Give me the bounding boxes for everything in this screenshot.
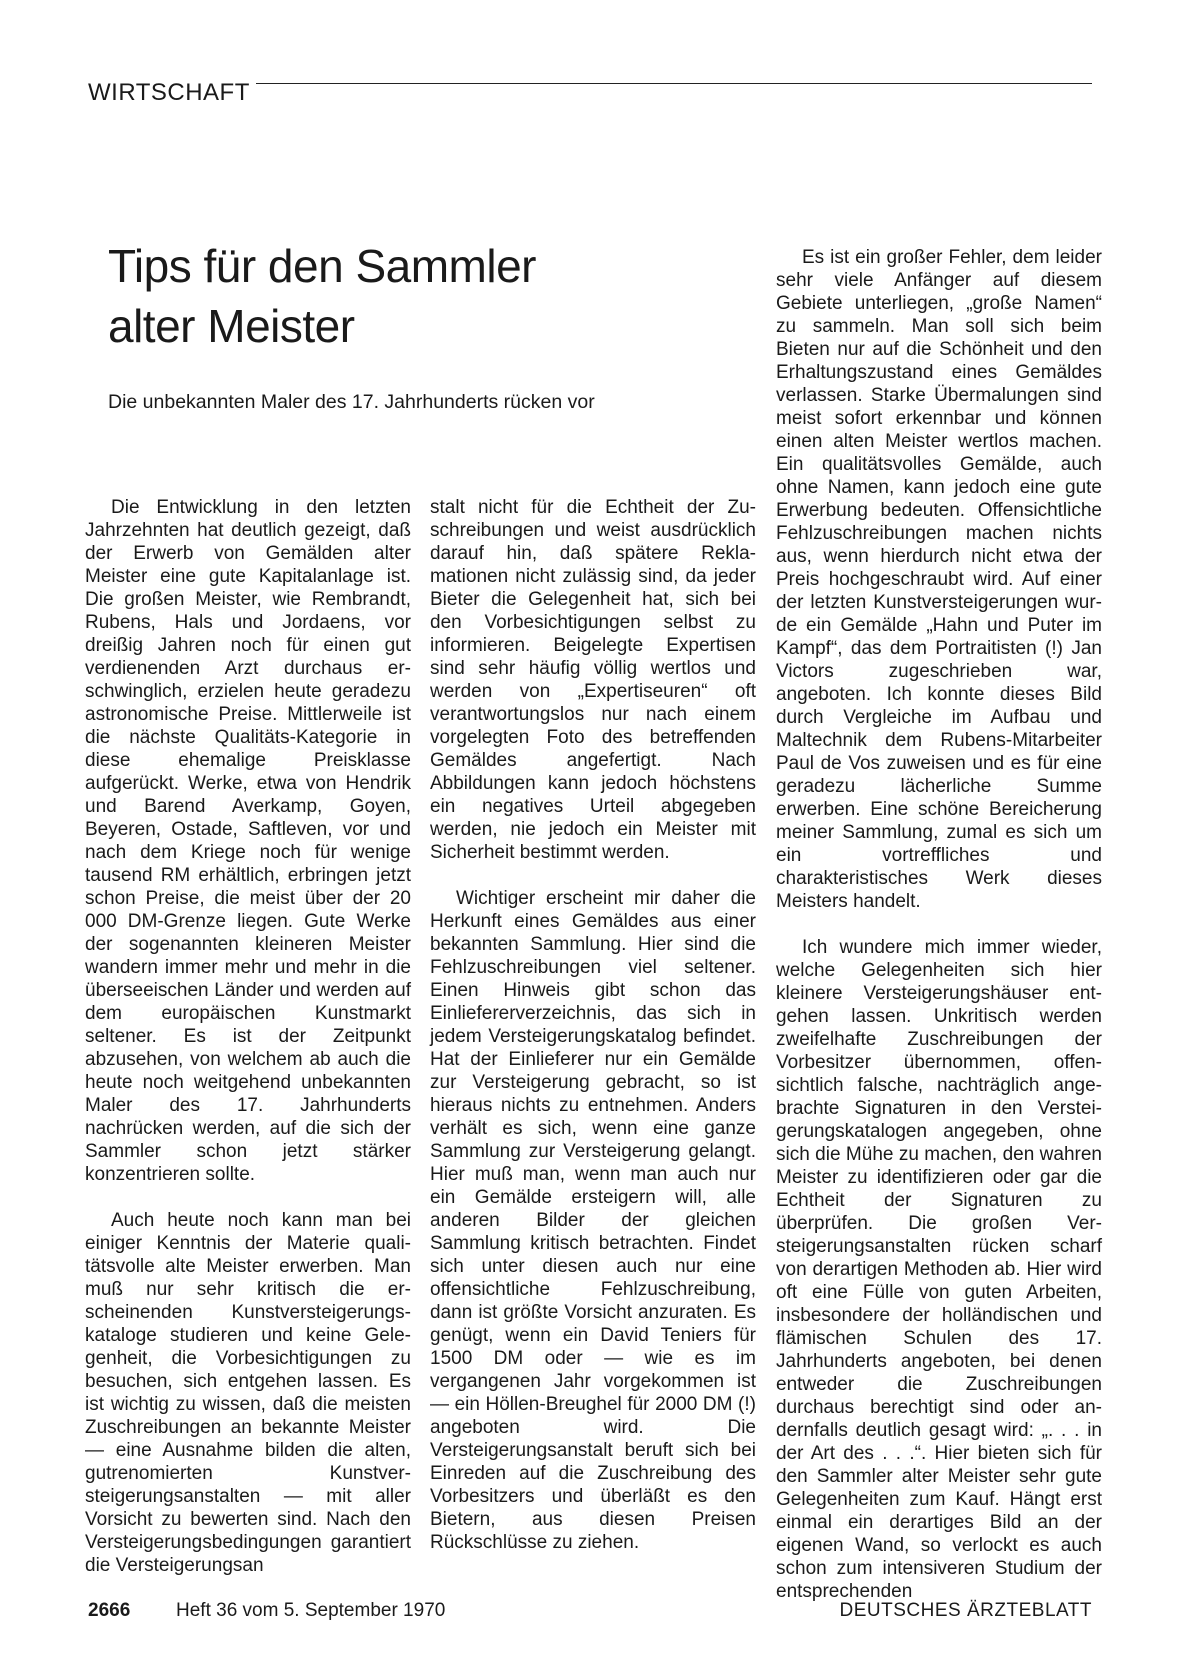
issue-info: Heft 36 vom 5. September 1970 [176,1600,446,1621]
column-3 [776,246,1102,1603]
paragraph: Ich wundere mich immer wieder, welche Gelegenheiten sich hier kleinere Versteigerungshäuser entgehen lassen. Unkritisch werden zweifelhafte Zuschreibungen der Vorbesitzer übernommen, offensichtlich falsche, nachträglich angebrachte Signaturen in den Versteigerungskatalogen angegeben, ohne sich die Mühe zu machen, den wahren Meister zu identifizieren oder gar die Echtheit der Signaturen zu überprüfen. Die großen Versteigerungsanstalten rücken scharf von derartigen Methoden ab. Hier wird oft eine Fülle von guten Arbeiten, insbesondere der holländischen und flämischen Schulen des 17. Jahrhunderts angeboten, bei denen entweder die Zuschreibungen durchaus berechtigt sind oder andernfalls deutlich gesagt wird: „. . . in der Art des . . .“. Hier bieten sich für den Sammler alter Meister sehr gute Gelegenheiten zum Kauf. Hängt erst einmal ein derartiges Bild an der eigenen Wand, so verlockt es auch schon zum intensiveren Studium der entsprechenden [776,937,1102,1602]
title-line-2: alter Meister [108,300,355,352]
paragraph: Die Entwicklung in den letzten Jahrzehnten hat deutlich gezeigt, daß der Erwerb von Gemälden alter Meister eine gute Kapitalanlage ist. Die großen Meister, wie Rembrandt, Rubens, Hals und Jordaens, vor dreißig Jahren noch für einen gut verdienenden Arzt durchaus erschwinglich, erzielen heute geradezu astronomische Preise. Mittlerweile ist die nächste Qualitäts-Kategorie in diese ehemalige Preisklasse aufgerückt. Werke, etwa von Hendrik und Barend Averkamp, Goyen, Beyeren, Ostade, Saftleven, vor und nach dem Kriege noch für wenige tausend RM erhältlich, erbringen jetzt schon Preise, die meist über der 20 000 DM-Grenze liegen. Gute Werke der sogenannten kleineren Meister wandern immer mehr und mehr in die überseeischen Länder und werden auf dem europäischen Kunstmarkt seltener. Es ist der Zeitpunkt abzusehen, von welchem ab auch die heute noch weitgehend unbekannten Maler des 17. Jahrhunderts nachrücken werden, auf die sich der Sammler schon jetzt stärker konzentrieren sollte. [85,497,411,1185]
page-number: 2666 [88,1600,131,1621]
article-subtitle: Die unbekannten Maler des 17. Jahrhunderts rücken vor [108,391,595,413]
journal-name: DEUTSCHES ÄRZTEBLATT [839,1600,1092,1621]
title-line-1: Tips für den Sammler [108,240,536,292]
header-rule [256,83,1092,84]
section-label: WIRTSCHAFT [88,79,250,106]
paragraph: Wichtiger erscheint mir daher die Herkunft eines Gemäldes aus einer bekannten Sammlung. Hier sind die Fehlzuschreibungen viel seltener. Einen Hinweis gibt schon das Einliefererverzeichnis, das sich in jedem Versteigerungskatalog befindet. Hat der Einlieferer nur ein Gemälde zur Versteigerung gebracht, so ist hieraus nichts zu entnehmen. Anders verhält es sich, wenn eine ganze Sammlung zur Versteigerung gelangt. Hier muß man, wenn man auch nur ein Gemälde ersteigern will, alle anderen Bilder der gleichen Sammlung kritisch betrachten. Findet sich unter diesen auch nur eine offensichtliche Fehlzuschreibung, dann ist größte Vorsicht anzuraten. Es genügt, wenn ein David Teniers für 1500 DM oder — wie es im vergangenen Jahr vorgekommen ist — ein Höllen-Breughel für 2000 DM (!) angeboten wird. Die Versteigerungsanstalt beruft sich bei Einreden auf die Zuschreibung des Vorbesitzers und überläßt es den Bietern, aus diesen Preisen Rückschlüsse zu ziehen. [430,888,756,1553]
page-header [88,78,1092,108]
article-title [108,236,748,356]
paragraph: Es ist ein großer Fehler, dem leider sehr viele Anfänger auf diesem Gebiete unterliegen, „große Namen“ zu sammeln. Man soll sich beim Bieten nur auf die Schönheit und den Erhaltungszustand eines Gemäldes verlassen. Starke Übermalungen sind meist sofort erkennbar und können einen alten Meister wertlos machen. Ein qualitätsvolles Gemälde, auch ohne Namen, kann jedoch eine gute Erwerbung bedeuten. Offensichtliche Fehlzuschreibungen machen nichts aus, wenn hierdurch nicht etwa der Preis hochgeschraubt wird. Auf einer der letzten Kunstversteigerungen wurde ein Gemälde „Hahn und Puter im Kampf“, das dem Portraitisten (!) Jan Victors zugeschrieben war, angeboten. Ich konnte dieses Bild durch Vergleiche im Aufbau und Maltechnik dem Rubens-Mitarbeiter Paul de Vos zuweisen und es für eine geradezu lächerliche Summe erwerben. Eine schöne Bereicherung meiner Sammlung, zumal es sich um ein vortreffliches und charakteristisches Werk dieses Meisters handelt. [776,247,1102,912]
column-2 [430,496,756,1554]
paragraph: stalt nicht für die Echtheit der Zuschreibungen und weist ausdrücklich darauf hin, daß spätere Reklamationen nicht zulässig sind, da jeder Bieter die Gelegenheit hat, sich bei den Vorbesichtigungen selbst zu informieren. Beigelegte Expertisen sind sehr häufig völlig wertlos und werden von „Expertiseuren“ oft verantwortungslos nur nach einem vorgelegten Foto des betreffenden Gemäldes angefertigt. Nach Abbildungen kann jedoch höchstens ein negatives Urteil abgegeben werden, nie jedoch ein Meister mit Sicherheit bestimmt werden. [430,497,756,863]
paragraph: Auch heute noch kann man bei einiger Kenntnis der Materie qualitätsvolle alte Meister erwerben. Man muß nur sehr kritisch die erscheinenden Kunstversteigerungskataloge studieren und keine Gelegenheit, die Vorbesichtigungen zu besuchen, sich entgehen lassen. Es ist wichtig zu wissen, daß die meisten Zuschreibungen an bekannte Meister — eine Ausnahme bilden die alten, gutrenomierten Kunstversteigerungsanstalten — mit aller Vorsicht zu bewerten sind. Nach den Versteigerungsbedingungen garantiert die Versteigerungsan [85,1210,411,1576]
column-1 [85,496,411,1577]
page-footer [88,1597,1092,1625]
